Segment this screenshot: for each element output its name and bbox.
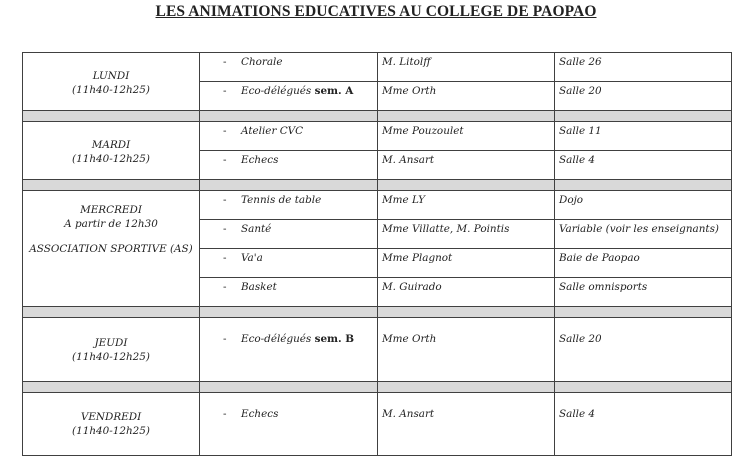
- teacher-cell: M. Ansart: [378, 393, 555, 456]
- activity-cell: [200, 278, 378, 307]
- room-cell: Salle 11: [555, 122, 732, 151]
- list-dash: -: [223, 223, 227, 235]
- room-cell: Salle 4: [555, 393, 732, 456]
- week-label: sem. A: [314, 85, 354, 97]
- activity-cell: [200, 318, 378, 382]
- list-dash: -: [223, 125, 227, 137]
- day-name: VENDREDI: [80, 411, 142, 423]
- day-time: (11h40-12h25): [72, 350, 150, 363]
- activity-name: Va'a: [241, 252, 263, 264]
- separator-row: [23, 111, 732, 122]
- table-row: [23, 53, 732, 82]
- week-label: sem. B: [314, 333, 355, 345]
- day-note: ASSOCIATION SPORTIVE (AS): [29, 243, 193, 255]
- teacher-cell: Mme Orth: [378, 82, 555, 111]
- list-dash: -: [223, 281, 227, 293]
- teacher-cell: Mme Pouzoulet: [378, 122, 555, 151]
- separator-row: [23, 307, 732, 318]
- day-cell-thursday: [23, 318, 200, 382]
- room-cell: Salle 4: [555, 151, 732, 180]
- activity-name: Eco-délégués: [241, 333, 312, 345]
- activity-name: Tennis de table: [241, 194, 322, 206]
- teacher-cell: Mme Orth: [378, 318, 555, 382]
- activity-cell: [200, 53, 378, 82]
- day-name: MARDI: [91, 138, 131, 151]
- activity-name: Eco-délégués: [241, 85, 312, 97]
- day-name: MERCREDI: [80, 204, 142, 216]
- table-row: [23, 318, 732, 382]
- table-row: [23, 393, 732, 456]
- activity-name: Basket: [241, 281, 277, 293]
- list-dash: -: [223, 154, 227, 166]
- list-dash: -: [223, 56, 227, 68]
- schedule-table: [22, 52, 732, 456]
- teacher-cell: Mme LY: [378, 191, 555, 220]
- day-cell-tuesday: [23, 122, 200, 180]
- room-cell: Baie de Paopao: [555, 249, 732, 278]
- activity-cell: [200, 82, 378, 111]
- activity-name: Santé: [241, 223, 272, 235]
- day-time: A partir de 12h30: [64, 218, 158, 230]
- list-dash: -: [223, 408, 227, 420]
- activity-name: Chorale: [241, 56, 283, 68]
- teacher-cell: M. Ansart: [378, 151, 555, 180]
- activity-name: Echecs: [241, 408, 279, 420]
- day-time: (11h40-12h25): [72, 425, 150, 437]
- page-title: LES ANIMATIONS EDUCATIVES AU COLLEGE DE PAOPAO: [155, 3, 597, 20]
- teacher-cell: Mme Plagnot: [378, 249, 555, 278]
- separator-row: [23, 180, 732, 191]
- day-time: (11h40-12h25): [72, 83, 150, 96]
- list-dash: -: [223, 85, 227, 97]
- day-cell-wednesday: [23, 191, 200, 307]
- activity-name: Echecs: [241, 154, 279, 166]
- day-cell-monday: [23, 53, 200, 111]
- day-name: LUNDI: [92, 69, 130, 82]
- activity-cell: [200, 249, 378, 278]
- room-cell: Salle 20: [555, 318, 732, 382]
- day-time: (11h40-12h25): [72, 152, 150, 165]
- list-dash: -: [223, 333, 227, 345]
- separator-row: [23, 382, 732, 393]
- activity-cell: [200, 191, 378, 220]
- activity-cell: [200, 122, 378, 151]
- table-row: [23, 191, 732, 220]
- teacher-cell: M. Guirado: [378, 278, 555, 307]
- list-dash: -: [223, 194, 227, 206]
- table-row: [23, 122, 732, 151]
- activity-cell: [200, 220, 378, 249]
- room-cell: Salle 26: [555, 53, 732, 82]
- list-dash: -: [223, 252, 227, 264]
- activity-cell: [200, 393, 378, 456]
- room-cell: Salle 20: [555, 82, 732, 111]
- day-cell-friday: [23, 393, 200, 456]
- day-name: JEUDI: [94, 336, 128, 349]
- room-cell: Dojo: [555, 191, 732, 220]
- room-cell: Variable (voir les enseignants): [555, 220, 732, 249]
- teacher-cell: Mme Villatte, M. Pointis: [378, 220, 555, 249]
- activity-name: Atelier CVC: [241, 125, 304, 137]
- activity-cell: [200, 151, 378, 180]
- room-cell: Salle omnisports: [555, 278, 732, 307]
- teacher-cell: M. Litolff: [378, 53, 555, 82]
